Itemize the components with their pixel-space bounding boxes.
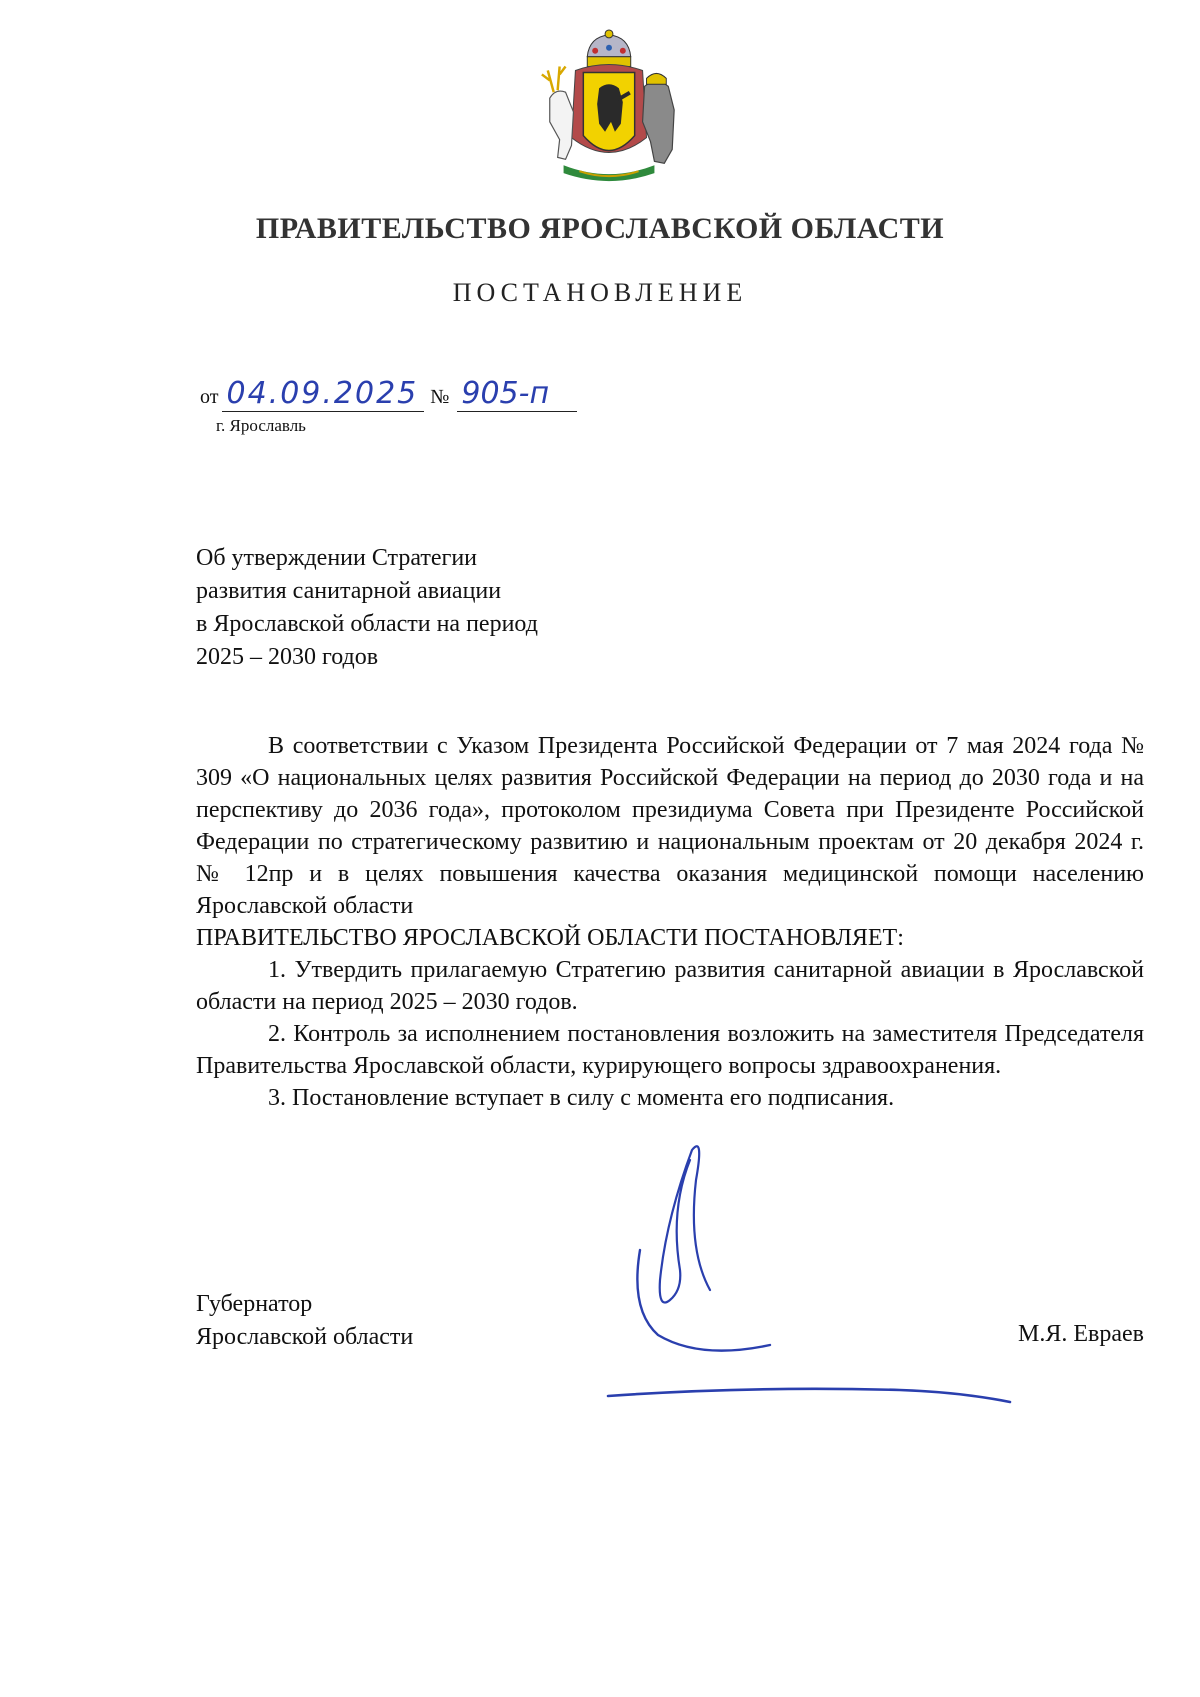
resolution-clause: ПРАВИТЕЛЬСТВО ЯРОСЛАВСКОЙ ОБЛАСТИ ПОСТАНОВЛЯЕТ: xyxy=(196,925,904,951)
item-paragraph: 2. Контроль за исполнением постановления возложить на заместителя Председателя Правительства Ярославской области, курирующего вопросы здравоохранения. xyxy=(196,1021,1144,1079)
signatory-title xyxy=(196,1288,413,1354)
subject-line: Об утверждении Стратегии xyxy=(196,545,478,571)
subject-line: в Ярославской области на период xyxy=(196,611,538,637)
bear-supporter-icon xyxy=(643,73,675,163)
crown-icon xyxy=(587,30,630,67)
signatory-name: М.Я. Евраев xyxy=(1018,1321,1144,1347)
coat-of-arms-emblem xyxy=(530,28,688,188)
shield-icon xyxy=(583,72,634,150)
signatory-title-line: Ярославской области xyxy=(196,1324,414,1350)
organization-heading: ПРАВИТЕЛЬСТВО ЯРОСЛАВСКОЙ ОБЛАСТИ xyxy=(255,212,945,245)
number-prefix-label: № xyxy=(430,386,450,408)
subject-line: развития санитарной авиации xyxy=(196,578,502,604)
subject-line: 2025 – 2030 годов xyxy=(196,644,379,670)
deer-supporter-icon xyxy=(542,67,574,160)
document-type-heading: ПОСТАНОВЛЕНИЕ xyxy=(452,278,748,307)
handwritten-date: 04.09.2025 xyxy=(222,379,424,412)
date-prefix-label: от xyxy=(200,386,219,408)
city-label: г. Ярославль xyxy=(216,416,306,435)
registration-line xyxy=(200,374,577,412)
handwritten-signature xyxy=(600,1140,1020,1420)
document-body xyxy=(196,730,1144,1114)
preamble-paragraph: В соответствии с Указом Президента Российской Федерации от 7 мая 2024 года № 309 «О национальных целях развития Российской Федерации на период до 2030 года и на перспективу до 2036 года», протоколом президиума Совета при Президенте Российской Федерации по стратегическому развитию и национальным проектам от 20 декабря 2024 г. № 12пр и в целях повышения качества оказания медицинской помощи населению Ярославской области xyxy=(196,733,1144,919)
handwritten-number: 905-п xyxy=(457,379,577,412)
item-paragraph: 3. Постановление вступает в силу с момента его подписания. xyxy=(268,1085,895,1111)
item-paragraph: 1. Утвердить прилагаемую Стратегию развития санитарной авиации в Ярославской области на период 2025 – 2030 годов. xyxy=(196,957,1144,1015)
signatory-title-line: Губернатор xyxy=(196,1291,313,1317)
document-subject xyxy=(196,542,538,674)
